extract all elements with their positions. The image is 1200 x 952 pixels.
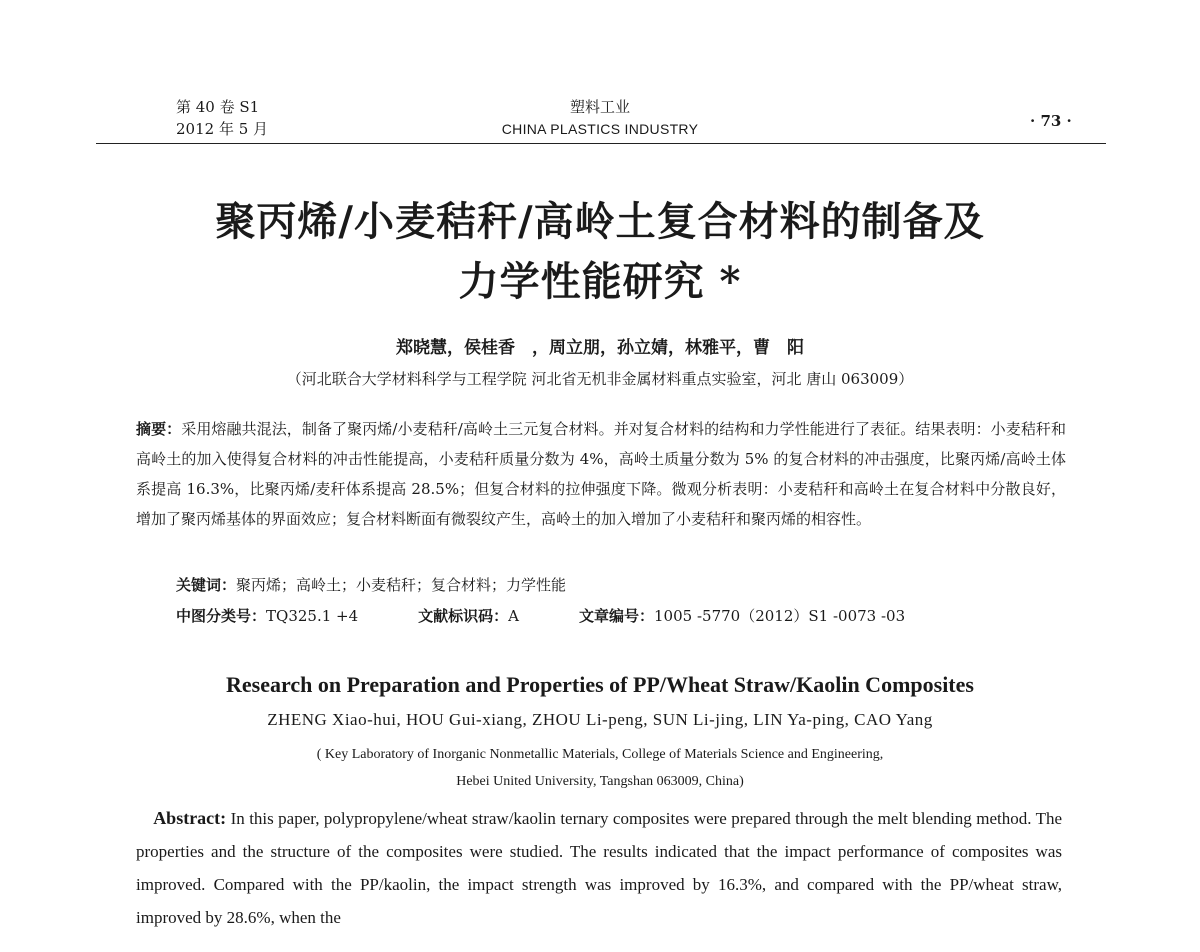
article-number-label: 文章编号： bbox=[579, 607, 655, 625]
abstract-en bbox=[136, 802, 1062, 934]
article-number-value: 1005 -5770（2012）S1 -0073 -03 bbox=[654, 607, 906, 625]
abstract-en-label: Abstract: bbox=[153, 808, 227, 828]
title-line-1: 聚丙烯/小麦秸秆/高岭土复合材料的制备及 bbox=[215, 198, 985, 245]
journal-issue-info bbox=[176, 96, 268, 140]
header-divider bbox=[96, 143, 1106, 144]
clc-value: TQ325.1 +4 bbox=[266, 607, 359, 625]
affiliation-cn: （河北联合大学材料科学与工程学院 河北省无机非金属材料重点实验室，河北 唐山 063009） bbox=[286, 370, 914, 388]
keywords-cn bbox=[176, 574, 566, 595]
clc-label: 中图分类号： bbox=[176, 607, 267, 625]
affiliation-en-line-2: Hebei United University, Tangshan 063009, China) bbox=[456, 774, 744, 789]
journal-name-cn: 塑料工业 bbox=[569, 98, 630, 116]
abstract-cn-label: 摘要： bbox=[136, 420, 182, 438]
journal-name bbox=[400, 96, 800, 140]
keywords-text: 聚丙烯；高岭土；小麦秸秆；复合材料；力学性能 bbox=[236, 576, 567, 594]
abstract-cn-text: 采用熔融共混法，制备了聚丙烯/小麦秸秆/高岭土三元复合材料。并对复合材料的结构和力学性能进行了表征。结果表明：小麦秸秆和高岭土的加入使得复合材料的冲击性能提高，小麦秸秆质量分数为 4%，高岭土质量分数为 5% 的复合材料的冲击强度，比聚丙烯/高岭土体系提高 16.3%，比聚丙烯/麦秆体系提高 28.5%；但复合材料的拉伸强度下降。微观分析表明：小麦秸秆和高岭土在复合材料中分散良好，增加了聚丙烯基体的界面效应；复合材料断面有微裂纹产生，高岭土的加入增加了小麦秸秆和聚丙烯的相容性。 bbox=[136, 420, 1066, 528]
abstract-cn bbox=[136, 414, 1066, 534]
authors-en: ZHENG Xiao-hui, HOU Gui-xiang, ZHOU Li-peng, SUN Li-jing, LIN Ya-ping, CAO Yang bbox=[267, 710, 933, 729]
paper-title-cn bbox=[100, 192, 1100, 312]
journal-name-en: CHINA PLASTICS INDUSTRY bbox=[501, 121, 699, 137]
date-label: 2012 年 5 月 bbox=[176, 120, 269, 138]
authors-cn: 郑晓慧，侯桂香 ，周立朋，孙立婧，林雅平，曹 阳 bbox=[396, 338, 804, 358]
doc-code-label: 文献标识码： bbox=[418, 607, 509, 625]
keywords-label: 关键词： bbox=[176, 576, 237, 594]
abstract-en-text: In this paper, polypropylene/wheat straw/kaolin ternary composites were prepared through the melt blending method. The properties and the structure of the composites were studied. The results indicated that the impact performance of composites was improved. Compared with the PP/kaolin, the impact strength was improved by 16.3%, and compared with the PP/wheat straw, improved by 28.6%, when the bbox=[136, 809, 1063, 927]
title-line-2: 力学性能研究 * bbox=[458, 258, 742, 305]
paper-title-en: Research on Preparation and Properties of PP/Wheat Straw/Kaolin Composites bbox=[226, 672, 974, 697]
volume-label: 第 40 卷 S1 bbox=[176, 98, 260, 116]
page-number: · 73 · bbox=[1030, 112, 1072, 130]
classification-line bbox=[176, 605, 905, 626]
doc-code-value: A bbox=[508, 607, 519, 625]
affiliation-en-line-1: ( Key Laboratory of Inorganic Nonmetallic Materials, College of Materials Science and Engineering, bbox=[316, 747, 884, 762]
